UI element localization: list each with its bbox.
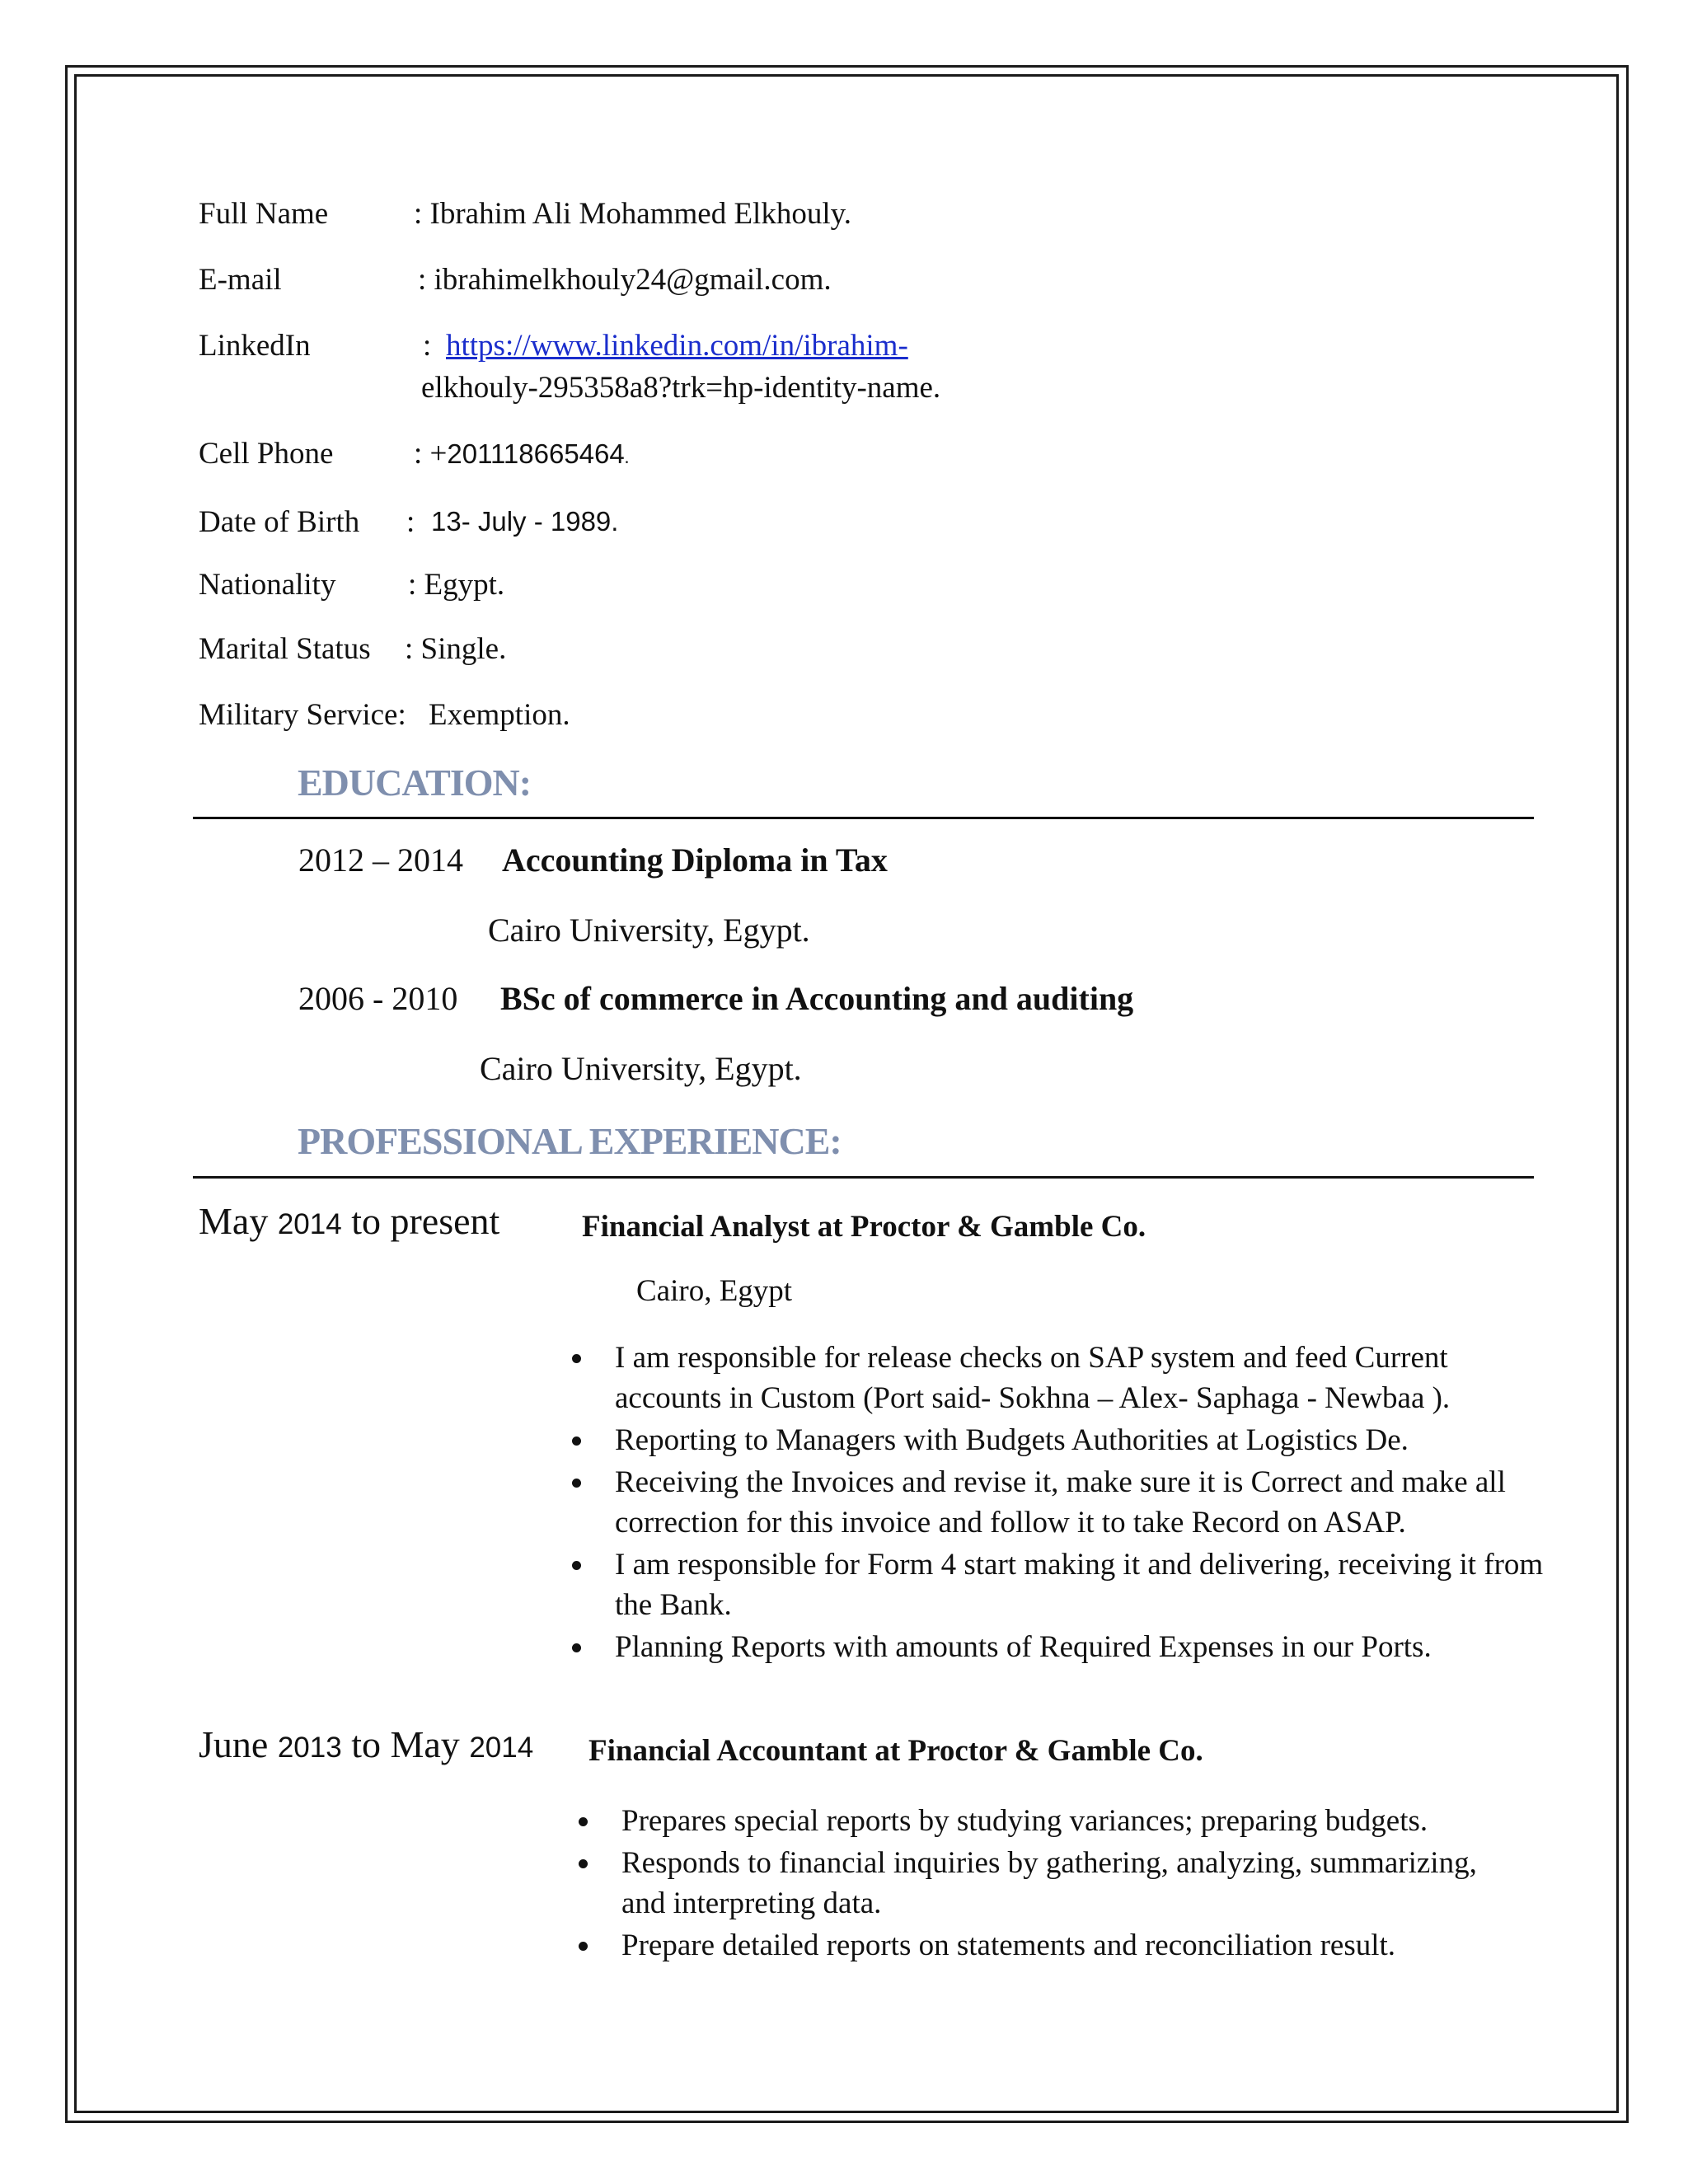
job-date-end-year: 2014: [469, 1732, 534, 1764]
phone-number: 201118665464: [447, 438, 625, 469]
phone-value: [414, 436, 629, 471]
job-date-month: May: [199, 1200, 278, 1242]
job-duties-list: [621, 1801, 1528, 1967]
job-date-year: 2014: [277, 1208, 342, 1240]
full-name-label: Full Name: [199, 197, 329, 231]
email-value: : ibrahimelkhouly24@gmail.com.: [418, 263, 832, 297]
list-item: Prepare detailed reports on statements and reconciliation result.: [621, 1925, 1528, 1966]
experience-heading: PROFESSIONAL EXPERIENCE:: [298, 1120, 842, 1162]
job-date-end: to May: [341, 1723, 470, 1765]
list-item: Prepares special reports by studying variances; preparing budgets.: [621, 1801, 1528, 1841]
education-divider: [193, 817, 1534, 819]
job-title: Financial Analyst at Proctor & Gamble Co.: [582, 1210, 1146, 1244]
full-name-value: : Ibrahim Ali Mohammed Elkhouly.: [414, 197, 851, 231]
dob-label: Date of Birth: [199, 505, 360, 539]
nationality-label: Nationality: [199, 568, 336, 602]
education-school: Cairo University, Egypt.: [480, 1050, 802, 1087]
list-item: Receiving the Invoices and revise it, make sure it is Correct and make all correction for this invoice and follow it to take Record on ASAP.: [615, 1462, 1554, 1543]
job-date-end: to present: [341, 1200, 500, 1242]
phone-colon: : +: [414, 437, 448, 471]
job-title: Financial Accountant at Proctor & Gamble Co.: [588, 1734, 1203, 1768]
job-date-month: June: [199, 1723, 278, 1765]
education-school: Cairo University, Egypt.: [488, 912, 810, 949]
military-service-label: Military Service:: [199, 698, 406, 732]
list-item: Planning Reports with amounts of Required Expenses in our Ports.: [615, 1627, 1554, 1667]
linkedin-colon: :: [423, 329, 432, 363]
email-label: E-mail: [199, 263, 282, 297]
linkedin-link[interactable]: https://www.linkedin.com/in/ibrahim-: [446, 329, 908, 363]
list-item: Responds to financial inquiries by gathering, analyzing, summarizing, and interpreting data.: [621, 1843, 1528, 1924]
linkedin-continued: elkhouly-295358a8?trk=hp-identity-name.: [421, 371, 941, 405]
marital-status-value: : Single.: [405, 632, 507, 666]
job-date-range: [199, 1199, 499, 1243]
job-date-year: 2013: [277, 1732, 342, 1764]
list-item: I am responsible for release checks on SAP system and feed Current accounts in Custom (Port said- Sokhna – Alex- Saphaga - Newbaa ).: [615, 1338, 1554, 1418]
education-heading: EDUCATION:: [298, 762, 532, 804]
job-location: Cairo, Egypt: [636, 1274, 793, 1308]
education-degree: Accounting Diploma in Tax: [502, 841, 888, 879]
experience-divider: [193, 1176, 1534, 1179]
nationality-value: : Egypt.: [408, 568, 505, 602]
job-duties-list: [615, 1338, 1554, 1669]
dob-value: 13- July - 1989.: [431, 506, 619, 537]
list-item: I am responsible for Form 4 start making it and delivering, receiving it from the Bank.: [615, 1544, 1554, 1625]
education-years: 2006 - 2010: [298, 980, 458, 1017]
phone-label: Cell Phone: [199, 437, 334, 471]
linkedin-label: LinkedIn: [199, 329, 311, 363]
military-service-value: Exemption.: [429, 698, 570, 732]
job-date-range: [199, 1722, 533, 1766]
phone-dot: .: [624, 447, 630, 467]
marital-status-label: Marital Status: [199, 632, 371, 666]
education-years: 2012 – 2014: [298, 841, 463, 879]
list-item: Reporting to Managers with Budgets Authorities at Logistics De.: [615, 1420, 1554, 1460]
dob-colon: :: [406, 505, 415, 539]
education-degree: BSc of commerce in Accounting and auditing: [500, 980, 1134, 1017]
